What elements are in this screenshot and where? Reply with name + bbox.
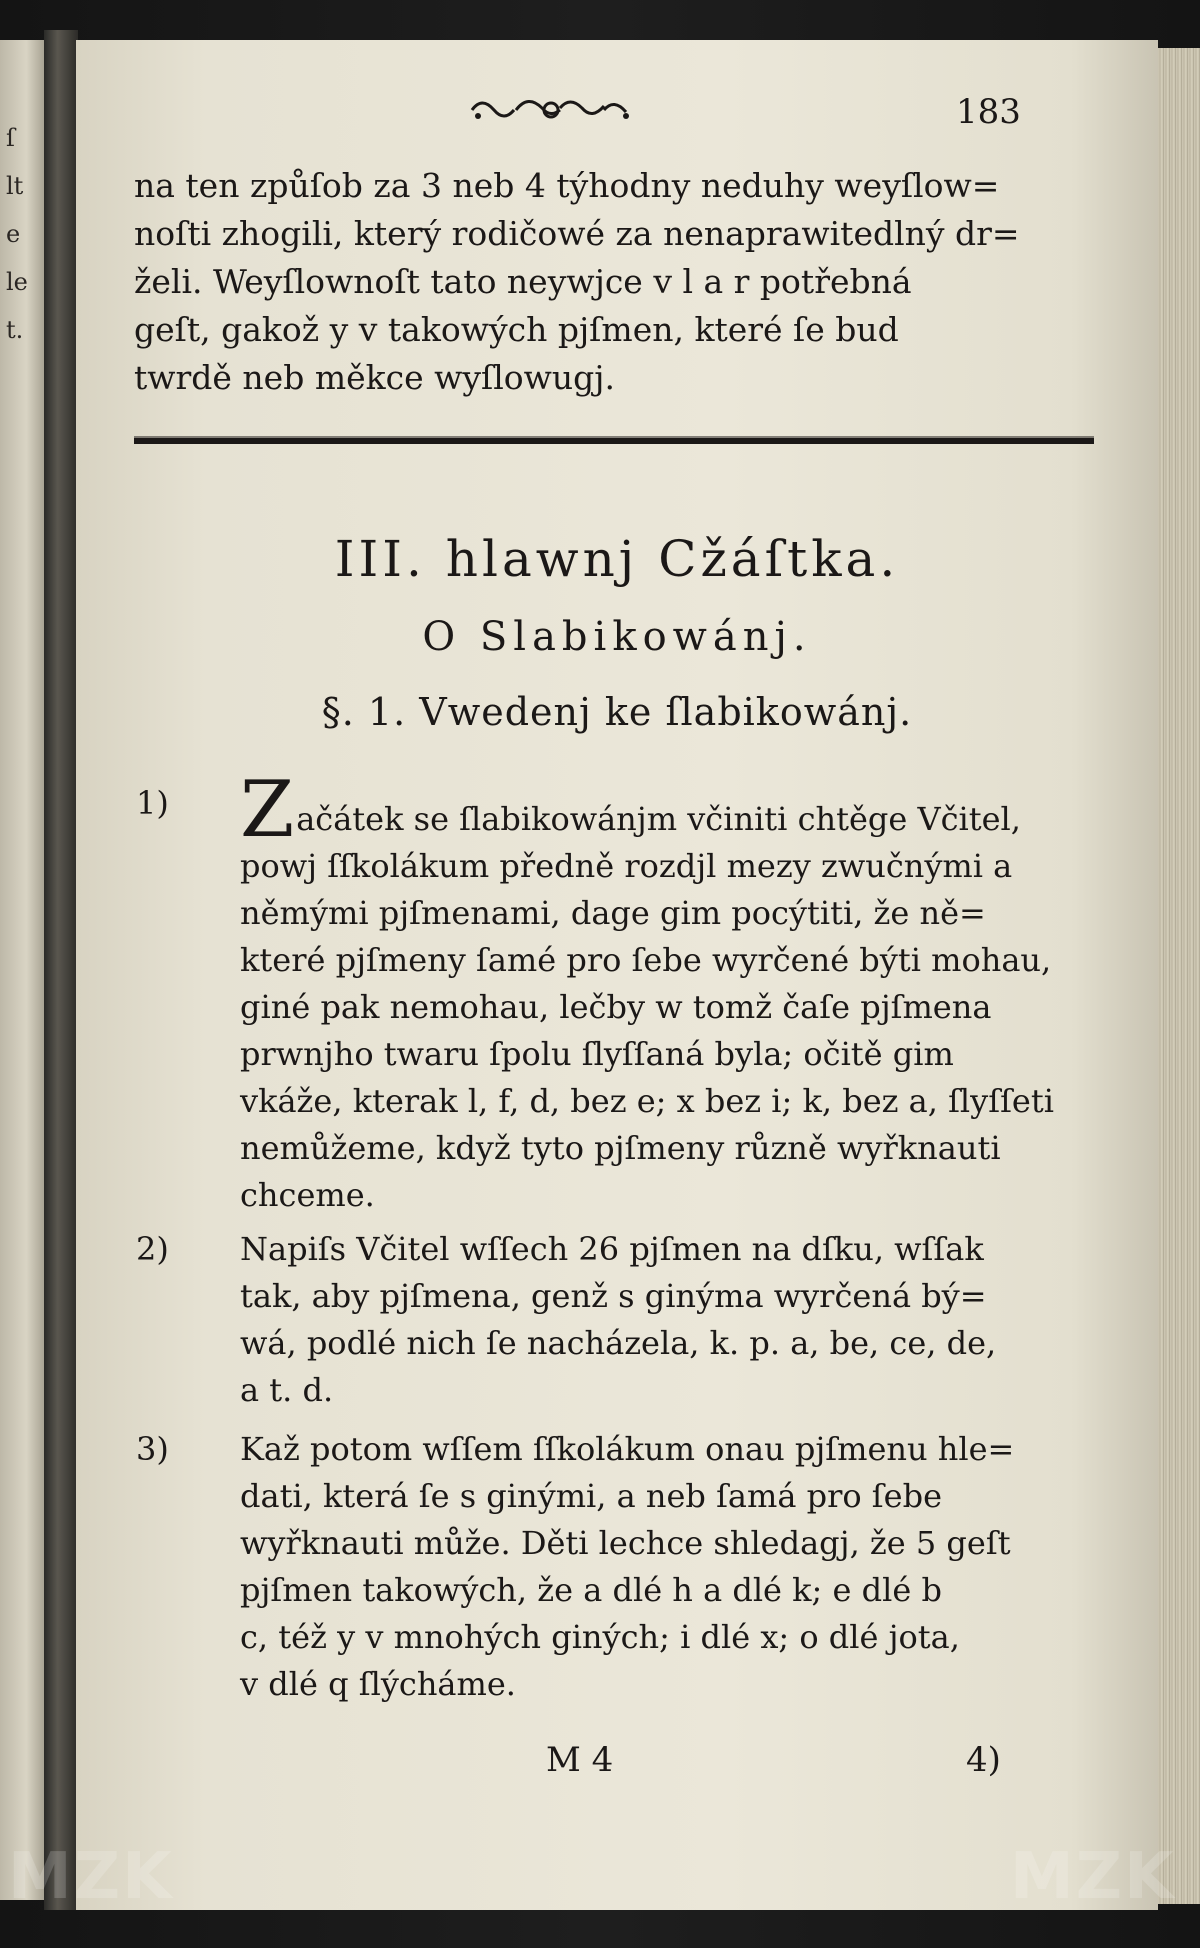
watermark-right: MZK <box>1010 1840 1176 1914</box>
paragraph-heading: §. 1. Vwedenj ke ſlabikowánj. <box>321 690 913 734</box>
text-line: wyřknauti může. Děti lechce shledagj, že 5 geſt <box>240 1524 1011 1562</box>
text-line: c, též y v mnohých giných; i dlé x; o dlé jota, <box>240 1618 960 1656</box>
intro-paragraph <box>134 162 1094 402</box>
text-line: vkáže, kterak l, f, d, bez e; x bez i; k, bez a, ſlyſſeti <box>240 1082 1054 1120</box>
text-line: nemůžeme, když tyto pjſmeny různě wyřknauti <box>240 1129 1001 1167</box>
book-page <box>76 40 1158 1910</box>
paragraph-number: 1) <box>136 784 169 822</box>
facing-page-text: t. <box>6 316 24 344</box>
text-line <box>240 765 1120 855</box>
text-line: želi. Weyſlownoſt tato neywjce v l a r potřebná <box>134 262 912 301</box>
text-line: dati, která ſe s ginými, a neb ſamá pro ſebe <box>240 1477 942 1515</box>
section-separator <box>134 434 1094 448</box>
text-line: powj ſſkolákum předně rozdjl mezy zwučnými a <box>240 847 1013 885</box>
page-edges <box>1158 48 1200 1904</box>
chapter-heading: III. hlawnj Cžáſtka. <box>334 530 900 588</box>
facing-page-text: lt <box>6 172 24 200</box>
header-ornament-icon <box>466 90 636 130</box>
text-line-content: ačátek se ſlabikowánjm včiniti chtěge Včitel, <box>296 800 1021 838</box>
text-line: noſti zhogili, který rodičowé za nenaprawitedlný dr= <box>134 214 1020 253</box>
facing-page-text: le <box>6 268 28 296</box>
text-line: němými pjſmenami, dage gim pocýtiti, že ně= <box>240 894 986 932</box>
text-line: které pjſmeny ſamé pro ſebe wyrčené býti mohau, <box>240 941 1052 979</box>
text-line: twrdě neb měkce wyſlowugj. <box>134 358 616 397</box>
paragraph-number: 2) <box>136 1230 169 1268</box>
text-line: a t. d. <box>240 1371 334 1409</box>
text-line: pjſmen takowých, že a dlé h a dlé k; e dlé b <box>240 1571 942 1609</box>
drop-capital: Z <box>240 765 295 855</box>
book-gutter <box>44 30 78 1910</box>
facing-page-text: ſ <box>6 124 15 152</box>
paragraph-number: 3) <box>136 1430 169 1468</box>
facing-page-text: e <box>6 220 21 248</box>
text-line: geſt, gakož y v takowých pjſmen, které ſe bud <box>134 310 899 349</box>
text-line: tak, aby pjſmena, genž s ginýma wyrčená bý= <box>240 1277 987 1315</box>
text-line: v dlé q ſlýcháme. <box>240 1665 516 1703</box>
page-number: 183 <box>956 92 1021 132</box>
text-line: wá, podlé nich ſe nacházela, k. p. a, be, ce, de, <box>240 1324 997 1362</box>
text-line: Napiſs Včitel wſſech 26 pjſmen na dſku, wſſak <box>240 1230 984 1268</box>
signature-mark: M 4 <box>546 1740 614 1780</box>
watermark-left: MZK <box>8 1840 174 1914</box>
text-line: prwnjho twaru ſpolu ſlyſſaná byla; očitě gim <box>240 1035 954 1073</box>
text-line: Kaž potom wſſem ſſkolákum onau pjſmenu hle= <box>240 1430 1015 1468</box>
chapter-subheading: O Slabikowánj. <box>422 614 812 660</box>
text-line: chceme. <box>240 1176 375 1214</box>
text-line: giné pak nemohau, lečby w tomž čaſe pjſmena <box>240 988 992 1026</box>
facing-page-fragment <box>0 40 44 1900</box>
catchword: 4) <box>966 1740 1001 1780</box>
text-line: na ten způſob za 3 neb 4 týhodny neduhy weyſlow= <box>134 166 1000 205</box>
